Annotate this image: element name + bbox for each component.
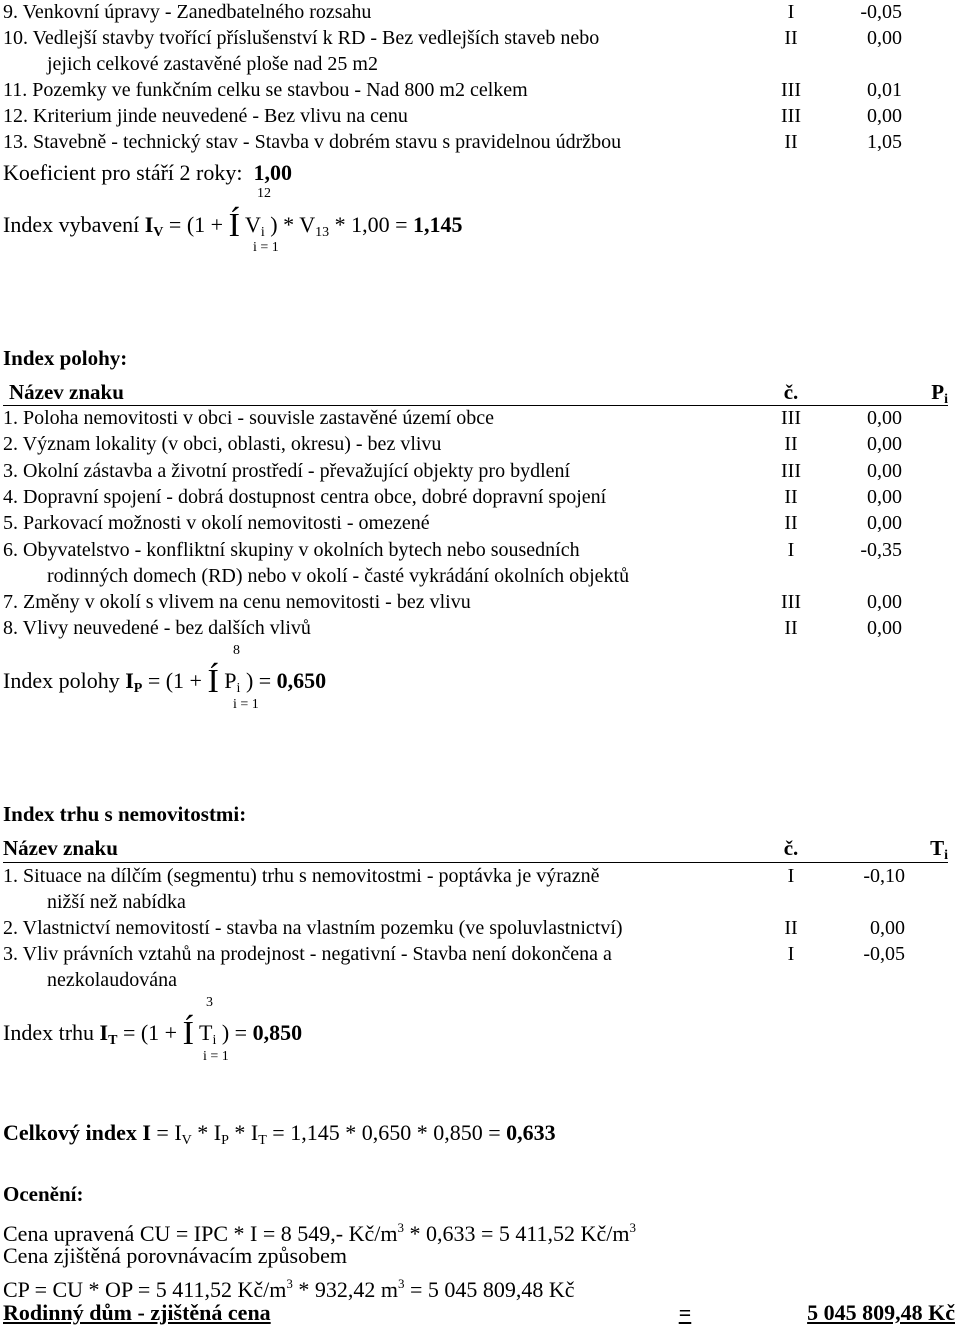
- formula-lead: Index polohy: [3, 668, 126, 693]
- col-p: P: [931, 380, 945, 404]
- row-value: 0,00: [867, 512, 902, 535]
- celkovy-part: * I: [228, 1120, 259, 1145]
- poloha-heading: Index polohy:: [3, 346, 128, 370]
- formula-tail: ) =: [240, 668, 277, 693]
- table-row: [3, 616, 902, 640]
- koeficient-label: Koeficient pro stáří 2 roky:: [3, 160, 243, 185]
- table-row: [3, 538, 902, 562]
- table-row: [3, 130, 902, 154]
- formula-symbol-sub: V: [153, 225, 164, 240]
- row-class: I: [787, 1, 795, 23]
- row-value: 0,00: [870, 917, 905, 939]
- index-polohy-result: 0,650: [276, 668, 327, 693]
- poloha-table-header: [3, 379, 948, 407]
- table-row: [3, 459, 902, 483]
- cena-sup: 3: [397, 1220, 404, 1235]
- row-value: 0,00: [867, 459, 902, 482]
- index-vybaveni-result: 1,145: [413, 212, 463, 237]
- row-value: 0,00: [867, 27, 902, 49]
- formula-var-sub: i: [260, 225, 265, 240]
- formula-var: T: [193, 1020, 213, 1045]
- celkovy-sub: T: [258, 1133, 267, 1148]
- formula-tail: ) =: [216, 1020, 253, 1045]
- celkovy-part: = I: [150, 1120, 182, 1145]
- cena-text: Cena upravená CU = IPC * I = 8 549,- Kč/m: [3, 1221, 398, 1246]
- row-value: 0,00: [867, 407, 902, 429]
- row-value: -0,10: [863, 865, 905, 887]
- index-vybaveni-formula: [3, 207, 463, 247]
- final-equals: =: [678, 1300, 692, 1325]
- row-text: 3. Okolní zástavba a životní prostředí - převažující objekty pro bydlení: [3, 459, 571, 482]
- sum-symbol: Í: [182, 1015, 194, 1052]
- row-text: 8. Vlivy neuvedené - bez dalších vlivů: [3, 617, 311, 640]
- table-row: [3, 590, 902, 614]
- table-row: [3, 0, 902, 24]
- formula-lead: Index trhu: [3, 1020, 100, 1045]
- final-label: Rodinný dům - zjištěná cena: [3, 1300, 271, 1325]
- cena-sup: 3: [629, 1220, 636, 1235]
- table-row: [3, 890, 905, 914]
- table-row: [3, 511, 902, 535]
- row-value: 0,00: [867, 485, 902, 508]
- table-row: [3, 406, 902, 430]
- cp-sup: 3: [286, 1276, 293, 1291]
- row-text: 9. Venkovní úpravy - Zanedbatelného rozsahu: [3, 1, 372, 23]
- row-text: jejich celkové zastavěné ploše nad 25 m2: [47, 53, 378, 75]
- row-value: 0,00: [867, 617, 902, 640]
- sum-upper-limit: 12: [257, 186, 271, 201]
- formula-var-sub: i: [212, 1033, 217, 1048]
- table-row: [3, 104, 902, 128]
- formula-symbol: I: [144, 212, 154, 237]
- formula-symbol-sub: T: [108, 1033, 118, 1048]
- formula-mid: = (1 +: [163, 212, 229, 237]
- trh-header-rule: [3, 862, 948, 863]
- sum-upper-limit: 3: [206, 995, 213, 1010]
- formula-mid2: ) * V: [264, 212, 316, 237]
- row-value: -0,35: [860, 538, 902, 561]
- row-text: nezkolaudována: [47, 969, 177, 991]
- row-value: 0,00: [867, 591, 902, 614]
- row-text: 2. Vlastnictví nemovitostí - stavba na vlastním pozemku (ve spoluvlastnictví): [3, 917, 623, 939]
- koeficient-value: 1,00: [253, 160, 292, 185]
- row-text: 7. Změny v okolí s vlivem na cenu nemovitosti - bez vlivu: [3, 591, 471, 614]
- sum-lower-limit: i = 1: [253, 240, 279, 255]
- row-class: II: [784, 433, 798, 456]
- koeficient-line: [3, 159, 292, 187]
- celkovy-calc: = 1,145 * 0,650 * 0,850 =: [266, 1120, 507, 1145]
- table-row: [3, 26, 902, 50]
- formula-mid: = (1 +: [142, 668, 208, 693]
- celkovy-sub: P: [221, 1133, 229, 1148]
- row-value: 0,00: [867, 105, 902, 127]
- formula-symbol-sub: P: [133, 681, 143, 696]
- col-cislo: č.: [783, 380, 799, 404]
- row-class: II: [784, 512, 798, 535]
- row-text: 4. Dopravní spojení - dobrá dostupnost centra obce, dobré dopravní spojení: [3, 485, 607, 508]
- cp-sup: 3: [397, 1276, 405, 1291]
- cena-zjistena-line: Cena zjištěná porovnávacím způsobem: [3, 1243, 347, 1268]
- table-row: [3, 485, 902, 509]
- cp-text: CP = CU * OP = 5 411,52 Kč/m: [3, 1277, 287, 1302]
- table-row: [3, 432, 902, 456]
- col-nazev-znaku: Název znaku: [3, 836, 118, 860]
- col-p-sub: i: [944, 392, 948, 407]
- row-class: III: [781, 79, 801, 101]
- celkovy-index-line: [3, 1119, 556, 1155]
- row-text: rodinných domech (RD) nebo v okolí - časté vykrádání okolních objektů: [47, 564, 630, 587]
- index-polohy-formula: [3, 663, 327, 703]
- row-text: 11. Pozemky ve funkčním celku se stavbou - Nad 800 m2 celkem: [3, 79, 528, 101]
- trh-heading: Index trhu s nemovitostmi:: [3, 802, 247, 826]
- row-text: 5. Parkovací možnosti v okolí nemovitosti - omezené: [3, 512, 430, 535]
- row-value: -0,05: [863, 943, 905, 965]
- sum-upper-limit: 8: [233, 643, 240, 658]
- trh-table-header: [3, 835, 948, 863]
- sum-lower-limit: i = 1: [203, 1049, 229, 1064]
- formula-v13: 13: [315, 225, 330, 240]
- celkovy-sub: V: [181, 1133, 192, 1148]
- sum-lower-limit: i = 1: [233, 697, 259, 712]
- sum-symbol: Í: [207, 663, 219, 700]
- row-class: II: [784, 485, 798, 508]
- table-row: [3, 52, 902, 76]
- row-class: II: [784, 131, 798, 153]
- table-row: [3, 78, 902, 102]
- index-trhu-formula: [3, 1015, 303, 1055]
- table-row: [3, 916, 905, 940]
- row-class: II: [784, 617, 798, 640]
- row-class: I: [787, 865, 795, 887]
- row-class: III: [781, 591, 801, 614]
- formula-var-sub: i: [236, 681, 241, 696]
- col-cislo: č.: [783, 836, 799, 860]
- col-nazev-znaku: Název znaku: [9, 380, 124, 404]
- row-class: III: [781, 105, 801, 127]
- index-trhu-result: 0,850: [252, 1020, 303, 1045]
- row-text: 1. Poloha nemovitosti v obci - souvisle zastavěné území obce: [3, 407, 494, 429]
- celkovy-label: Celkový index I: [3, 1120, 151, 1145]
- row-value: 1,05: [867, 131, 902, 153]
- row-class: III: [781, 407, 801, 429]
- table-row: [3, 968, 905, 992]
- formula-lead: Index vybavení: [3, 212, 145, 237]
- row-class: II: [784, 27, 798, 49]
- row-text: 2. Význam lokality (v obci, oblasti, okresu) - bez vlivu: [3, 433, 442, 456]
- table-row: [3, 564, 902, 588]
- cp-text: = 5 045 809,48 Kč: [404, 1277, 575, 1302]
- sum-symbol: Í: [228, 207, 240, 244]
- cena-text: * 0,633 = 5 411,52 Kč/m: [403, 1221, 630, 1246]
- row-class: I: [787, 538, 795, 561]
- formula-symbol: I: [125, 668, 134, 693]
- row-value: 0,00: [867, 433, 902, 456]
- row-value: 0,01: [867, 79, 902, 101]
- row-text: nižší než nabídka: [47, 891, 186, 913]
- table-row: [3, 942, 905, 966]
- row-text: 10. Vedlejší stavby tvořící příslušenství k RD - Bez vedlejších staveb nebo: [3, 27, 600, 49]
- col-t-sub: i: [944, 848, 948, 863]
- formula-var: P: [218, 668, 237, 693]
- row-text: 13. Stavebně - technický stav - Stavba v dobrém stavu s pravidelnou údržbou: [3, 131, 622, 153]
- oceneni-heading: Ocenění:: [3, 1182, 84, 1206]
- row-text: 1. Situace na dílčím (segmentu) trhu s nemovitostmi - poptávka je výrazně: [3, 865, 600, 887]
- cp-text: * 932,42 m: [292, 1277, 398, 1302]
- row-text: 3. Vliv právních vztahů na prodejnost - negativní - Stavba není dokončena a: [3, 943, 612, 965]
- row-class: II: [784, 917, 798, 939]
- celkovy-result: 0,633: [506, 1120, 556, 1145]
- table-row: [3, 864, 905, 888]
- row-value: -0,05: [860, 1, 902, 23]
- celkovy-part: * I: [191, 1120, 222, 1145]
- formula-mid: = (1 +: [117, 1020, 183, 1045]
- row-class: I: [787, 943, 795, 965]
- formula-var: V: [239, 212, 261, 237]
- row-text: 12. Kriterium jinde neuvedené - Bez vlivu na cenu: [3, 105, 408, 127]
- col-t: T: [930, 836, 945, 860]
- final-value: 5 045 809,48 Kč: [807, 1300, 955, 1325]
- row-class: III: [781, 459, 801, 482]
- formula-tail: * 1,00 =: [329, 212, 414, 237]
- formula-symbol: I: [99, 1020, 109, 1045]
- row-text: 6. Obyvatelstvo - konfliktní skupiny v okolních bytech nebo sousedních: [3, 538, 580, 561]
- final-price-line: [3, 1299, 957, 1327]
